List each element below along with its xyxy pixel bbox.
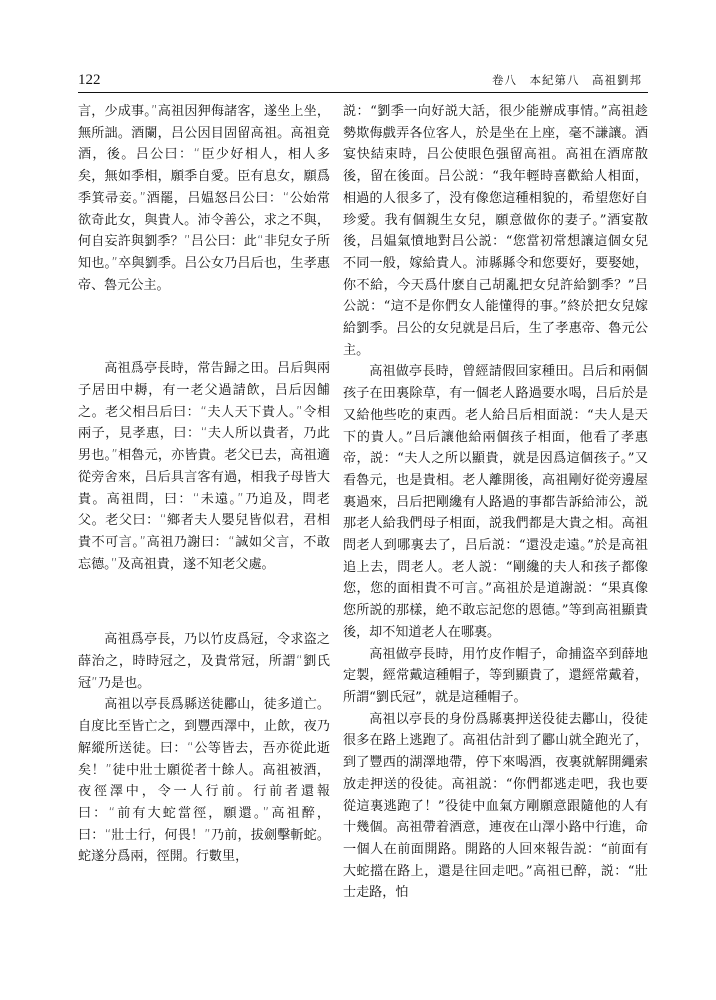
page-number: 122 — [78, 72, 101, 88]
classical-paragraph: 言，少成事。”高祖因狎侮諸客，遂坐上坐，無所詘。酒闌，吕公因目固留高祖。高祖竟酒，後。吕公曰：“臣少好相人，相人多矣，無如季相，願季自愛。臣有息女，願爲季箕帚妾。”酒罷，吕媪怒吕公曰：“公始常欲奇此女，與貴人。沛令善公，求之不與，何自妄許與劉季？”吕公曰：此“非兒女子所知也。”卒與劉季。吕公女乃吕后也，生孝惠帝、魯元公主。 — [78, 104, 330, 293]
paragraph-gap — [78, 575, 330, 629]
translation-paragraph: 説：“劉季一向好説大話，很少能辦成事情。”高祖趁勢欺侮戲弄各位客人，於是坐在上座，毫不謙讓。酒宴快結束時，吕公使眼色强留高祖。高祖在酒席散後，留在後面。吕公説：“我年輕時喜歡給人相面，相過的人很多了，没有像您這種相貌的，希望您好自珍愛。我有個親生女兒，願意做你的妻子。”酒宴散後，吕媪氣憤地對吕公説：“您當初常想讓這個女兒不同一般，嫁給貴人。沛縣縣令和您要好，要娶她，你不給，今天爲什麽自己胡亂把女兒許給劉季？”吕公説：“這不是你們女人能懂得的事。”終於把女兒嫁給劉季。吕公的女兒就是吕后，生了孝惠帝、魯元公主。 — [343, 104, 648, 358]
page-header — [78, 70, 648, 92]
translation-paragraph: 高祖做亭長時，用竹皮作帽子，命捕盗卒到薛地定製，經常戴這種帽子，等到顯貴了，還經常戴着，所謂“劉氏冠”，就是這種帽子。 — [343, 646, 648, 705]
translation-paragraph: 高祖以亭長的身份爲縣裏押送役徒去酈山，役徒很多在路上逃跑了。高祖估計到了酈山就全跑光了，到了豐西的湖澤地帶，停下來喝酒，夜裏就解開繩索放走押送的役徒。高祖説：“你們都逃走吧，我也要從這裏逃跑了！”役徒中血氣方剛願意跟隨他的人有十幾個。高祖帶着酒意，連夜在山澤小路中行進，命一個人在前面開路。開路的人回來報告説：“前面有大蛇擋在路上，還是往回走吧。”高祖已醉，説：“壯士走路，怕 — [343, 711, 648, 901]
classical-paragraph: 高祖以亭長爲縣送徒酈山，徒多道亡。自度比至皆亡之，到豐西澤中，止飲，夜乃解縱所送徒。曰：“公等皆去，吾亦從此逝矣！”徒中壯士願從者十餘人。高祖被酒，夜徑澤中，令一人行前。行前者還報曰：“前有大蛇當徑，願還。”高祖醉，曰：“壯士行，何畏！”乃前，拔劍擊斬蛇。蛇遂分爲兩，徑開。行數里， — [78, 697, 330, 865]
paragraph-gap — [78, 296, 330, 358]
translation-column — [343, 101, 648, 904]
classical-paragraph: 高祖爲亭長時，常告歸之田。吕后與兩子居田中耨，有一老父過請飲，吕后因餔之。老父相吕后曰：“夫人天下貴人。”令相兩子，見孝惠，曰：“夫人所以貴者，乃此男也。”相魯元，亦皆貴。老父已去，高祖適從旁舍來，吕后具言客有過，相我子母皆大貴。高祖問，曰：“未遠。”乃追及，問老父。老父曰：“鄉者夫人嬰兒皆似君，君相貴不可言。”高祖乃謝曰：“誠如父言，不敢忘德。”及高祖貴，遂不知老父處。 — [78, 361, 330, 572]
header-rule — [78, 92, 648, 93]
running-head: 卷八 本紀第八 高祖劉邦 — [492, 73, 642, 87]
classical-text-column — [78, 101, 330, 868]
translation-paragraph: 高祖做亭長時，曾經請假回家種田。吕后和兩個孩子在田裏除草，有一個老人路過要水喝，吕后於是又給他些吃的東西。老人給吕后相面説：“夫人是天下的貴人。”吕后讓他給兩個孩子相面，他看了孝惠帝，説：“夫人之所以顯貴，就是因爲這個孩子。”又看魯元，也是貴相。老人離開後，高祖剛好從旁邊屋裏過來，吕后把剛纔有人路過的事都告訴給沛公，説那老人給我們母子相面，説我們都是大貴之相。高祖問老人到哪裏去了，吕后説：“還没走遠。”於是高祖追上去，問老人。老人説：“剛纔的夫人和孩子都像您，您的面相貴不可言。”高祖於是道謝説：“果真像您所説的那樣，絶不敢忘記您的恩德。”等到高祖顯貴後，却不知道老人在哪裏。 — [343, 364, 648, 640]
classical-paragraph: 高祖爲亭長，乃以竹皮爲冠，令求盗之薛治之，時時冠之，及貴常冠，所謂“劉氏冠”乃是也。 — [78, 632, 330, 691]
